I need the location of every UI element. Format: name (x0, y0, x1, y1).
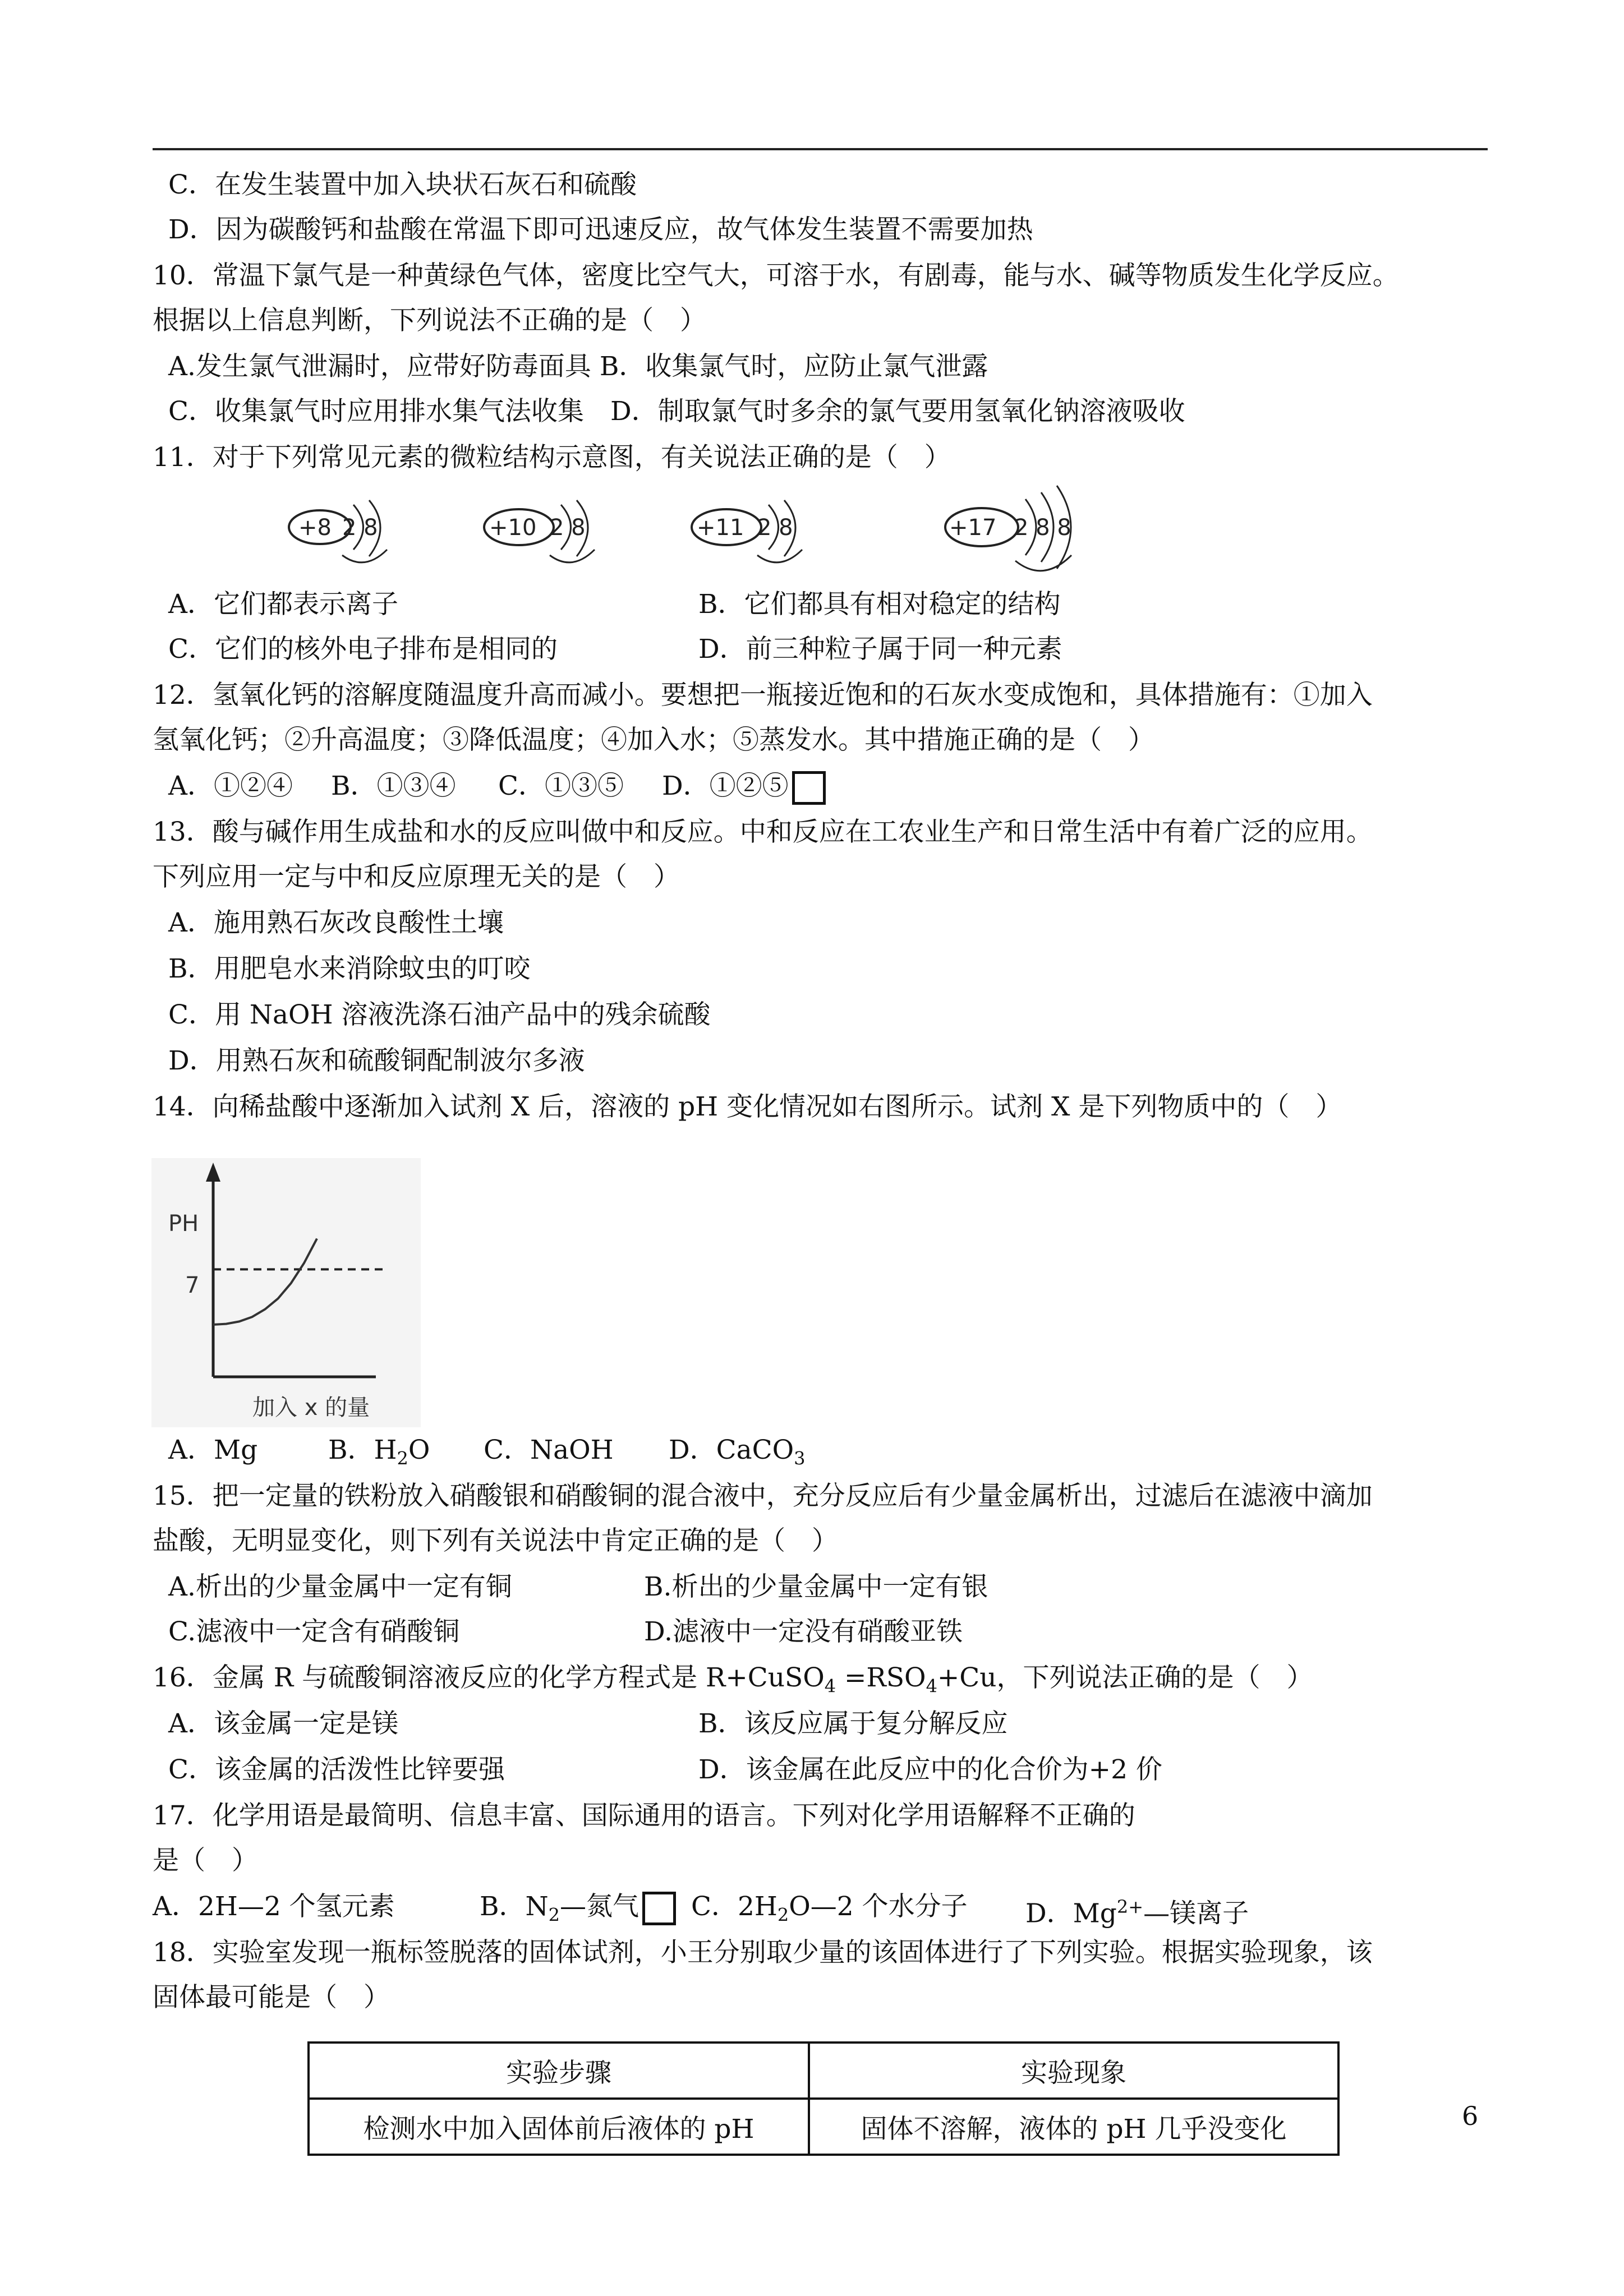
atom-4-shells: 2 8 8 (1014, 515, 1071, 541)
q12-option-c: C．①③⑤ (498, 771, 624, 801)
atom-3-nucleus: +11 (697, 515, 744, 541)
q11-option-c: C．它们的核外电子排布是相同的 (168, 634, 558, 665)
q16-stem-text-3: +Cu，下列说法正确的是（ ） (937, 1662, 1313, 1693)
answer-box (792, 771, 826, 805)
table-header-cell: 实验现象 (809, 2043, 1338, 2099)
q11-option-a: A．它们都表示离子 (168, 589, 398, 620)
q16-option-d: D．该金属在此反应中的化合价为+2 价 (698, 1754, 1162, 1785)
y-axis-label: PH (168, 1211, 199, 1237)
atom-1-shells: 2 8 (342, 515, 378, 541)
atom-diagram-2 (477, 494, 634, 578)
q15-option-d: D.滤液中一定没有硝酸亚铁 (644, 1616, 963, 1647)
q13-option-d: D．用熟石灰和硫酸铜配制波尔多液 (168, 1045, 585, 1076)
atom-2-nucleus: +10 (489, 515, 537, 541)
atom-diagram-3 (684, 494, 841, 578)
q9-option-c: C．在发生装置中加入块状石灰石和硫酸 (168, 169, 637, 200)
q12-option-b: B．①③④ (331, 771, 456, 801)
q14-option-d-text: D．CaCO (669, 1435, 794, 1465)
q16-stem (153, 1661, 1313, 1703)
q14-option-b (328, 1433, 430, 1475)
q17-option-b-sub: 2 (548, 1904, 560, 1926)
q17-option-c (691, 1890, 968, 1931)
q15-option-b: B.析出的少量金属中一定有银 (644, 1571, 988, 1602)
ph-chart (151, 1158, 421, 1427)
q17-option-b (480, 1890, 676, 1931)
q10-stem-2: 根据以上信息判断，下列说法不正确的是（ ） (153, 305, 706, 336)
q16-option-c: C．该金属的活泼性比锌要强 (168, 1754, 505, 1785)
q17-option-c-text-2: O—2 个水分子 (789, 1891, 968, 1922)
q15-option-a: A.析出的少量金属中一定有铜 (168, 1571, 512, 1602)
q15-stem-2: 盐酸，无明显变化，则下列有关说法中肯定正确的是（ ） (153, 1525, 838, 1556)
atom-diagram-4 (937, 482, 1116, 589)
q14-option-b-sub: 2 (397, 1447, 408, 1469)
q18-stem-2: 固体最可能是（ ） (153, 1982, 390, 2013)
experiment-table (307, 2041, 1340, 2156)
page-number: 6 (1462, 2101, 1479, 2131)
q16-option-b: B．该反应属于复分解反应 (698, 1708, 1008, 1739)
q17-option-d-text: D．Mg (1025, 1898, 1117, 1929)
q17-option-c-sub: 2 (777, 1904, 789, 1926)
table-header-row (309, 2043, 1338, 2099)
q16-sub-2: 4 (926, 1675, 937, 1697)
x-axis-label: 加入 x 的量 (252, 1395, 370, 1421)
q13-stem: 13．酸与碱作用生成盐和水的反应叫做中和反应。中和反应在工农业生产和日常生活中有着广泛的应用。 (153, 817, 1373, 847)
answer-box (642, 1892, 676, 1925)
q10-options-cd: C．收集氯气时应用排水集气法收集 D．制取氯气时多余的氯气要用氢氧化钠溶液吸收 (168, 396, 1185, 427)
q10-stem: 10．常温下氯气是一种黄绿色气体，密度比空气大，可溶于水，有剧毒，能与水、碱等物质发生化学反应。 (153, 260, 1399, 291)
q11-stem: 11．对于下列常见元素的微粒结构示意图，有关说法正确的是（ ） (153, 442, 951, 473)
q14-option-b-text: B．H (328, 1435, 397, 1465)
header-rule (153, 148, 1488, 150)
atom-1-nucleus: +8 (298, 515, 332, 541)
q14-option-a: A．Mg (168, 1435, 258, 1465)
q13-stem-2: 下列应用一定与中和反应原理无关的是（ ） (153, 861, 680, 892)
ref-line-label: 7 (185, 1273, 200, 1298)
q16-stem-text-1: 16．金属 R 与硫酸铜溶液反应的化学方程式是 R+CuSO (153, 1662, 825, 1693)
q17-option-c-text: C．2H (691, 1891, 778, 1922)
q14-option-c: C．NaOH (484, 1435, 614, 1465)
table-cell: 检测水中加入固体前后液体的 pH (309, 2099, 809, 2155)
q17-stem: 17．化学用语是最简明、信息丰富、国际通用的语言。下列对化学用语解释不正确的 (153, 1800, 1135, 1831)
q11-option-b: B．它们都具有相对稳定的结构 (698, 589, 1061, 620)
q15-option-c: C.滤液中一定含有硝酸铜 (168, 1616, 460, 1647)
q17-option-b-text-2: —氮气 (560, 1891, 640, 1922)
table-header-cell: 实验步骤 (309, 2043, 809, 2099)
atom-3-shells: 2 8 (757, 515, 793, 541)
table-cell: 固体不溶解，液体的 pH 几乎没变化 (809, 2099, 1338, 2155)
q14-option-b-text-2: O (408, 1435, 430, 1465)
q13-option-b: B．用肥皂水来消除蚊虫的叮咬 (168, 953, 531, 984)
q17-option-b-text: B．N (480, 1891, 549, 1922)
atom-4-nucleus: +17 (949, 515, 997, 541)
q10-options-ab: A.发生氯气泄漏时，应带好防毒面具 B．收集氯气时，应防止氯气泄露 (168, 351, 988, 382)
q12-option-d-text: D．①②⑤ (662, 771, 789, 801)
q13-option-a: A．施用熟石灰改良酸性土壤 (168, 907, 504, 938)
q14-stem: 14．向稀盐酸中逐渐加入试剂 X 后，溶液的 pH 变化情况如右图所示。试剂 X 是下列物质中的（ ） (153, 1091, 1342, 1122)
q18-stem: 18．实验室发现一瓶标签脱落的固体试剂，小王分别取少量的该固体进行了下列实验。根据实验现象，该 (153, 1937, 1373, 1968)
q11-option-d: D．前三种粒子属于同一种元素 (698, 634, 1062, 665)
q17-option-d (1025, 1890, 1249, 1931)
q16-sub-1: 4 (824, 1675, 836, 1697)
atom-diagram-1 (280, 494, 426, 578)
q17-option-a: A．2H—2 个氢元素 (153, 1891, 395, 1922)
q16-option-a: A．该金属一定是镁 (168, 1708, 398, 1739)
q17-stem-2: 是（ ） (153, 1845, 258, 1876)
q16-stem-text-2: =RSO (836, 1662, 926, 1693)
q14-option-d-sub: 3 (794, 1447, 806, 1469)
q17-option-d-sup: 2+ (1116, 1896, 1144, 1917)
q12-option-d (662, 769, 826, 805)
q17-option-d-text-2: —镁离子 (1143, 1898, 1249, 1929)
q14-option-d (669, 1433, 806, 1475)
atom-2-shells: 2 8 (550, 515, 586, 541)
q9-option-d: D．因为碳酸钙和盐酸在常温下即可迅速反应，故气体发生装置不需要加热 (168, 214, 1033, 245)
q12-stem: 12．氢氧化钙的溶解度随温度升高而减小。要想把一瓶接近饱和的石灰水变成饱和，具体措施有：①加入 (153, 680, 1373, 711)
q13-option-c: C．用 NaOH 溶液洗涤石油产品中的残余硫酸 (168, 999, 711, 1030)
q15-stem: 15．把一定量的铁粉放入硝酸银和硝酸铜的混合液中，充分反应后有少量金属析出，过滤后在滤液中滴加 (153, 1481, 1373, 1511)
q12-option-a: A．①②④ (168, 771, 293, 801)
q12-stem-2: 氢氧化钙；②升高温度；③降低温度；④加入水；⑤蒸发水。其中措施正确的是（ ） (153, 725, 1154, 755)
table-row (309, 2099, 1338, 2155)
